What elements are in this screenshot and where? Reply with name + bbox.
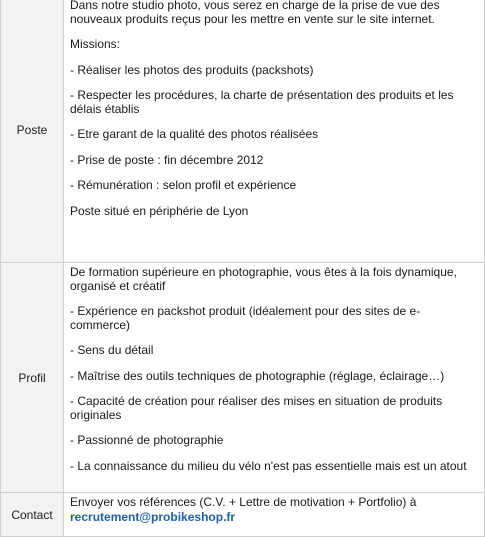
profil-item: - La connaissance du milieu du vélo n'est pas essentielle mais est un atout: [70, 458, 467, 473]
mission-item: - Rémunération : selon profil et expérience: [70, 178, 297, 192]
profil-label: Profil: [1, 263, 64, 493]
row-profil: [1, 263, 485, 493]
contact-email-link[interactable]: recrutement@probikeshop.fr: [70, 509, 236, 524]
mission-item: - Respecter les procédures, la charte de présentation des produits et les délais établis: [70, 88, 454, 116]
row-contact: [1, 493, 485, 537]
profil-item: - Passionné de photographie: [70, 433, 224, 447]
poste-location: Poste situé en périphérie de Lyon: [70, 203, 249, 218]
profil-content: [64, 263, 485, 493]
contact-content: [64, 493, 485, 537]
profil-item: - Capacité de création pour réaliser des mises en situation de produits originales: [70, 394, 443, 422]
poste-content: [64, 0, 485, 263]
row-poste: [1, 0, 485, 263]
contact-label: Contact: [1, 493, 64, 537]
profil-item: - Maîtrise des outils techniques de photographie (réglage, éclairage…): [70, 368, 445, 383]
poste-label: Poste: [1, 0, 64, 263]
missions-heading: Missions:: [70, 37, 121, 51]
mission-item: - Prise de poste : fin décembre 2012: [70, 152, 264, 167]
profil-item: - Expérience en packshot produit (idéalement pour des sites de e-commerce): [70, 304, 421, 332]
mission-item: - Etre garant de la qualité des photos réalisées: [70, 127, 319, 141]
contact-text: Envoyer vos références (C.V. + Lettre de motivation + Portfolio) à: [70, 495, 417, 509]
profil-item: - Sens du détail: [70, 343, 154, 357]
poste-paragraph: Dans notre studio photo, vous serez en charge de la prise de vue des nouveaux produits reçus pour les mettre en vente sur le site internet.: [70, 0, 440, 26]
profil-intro: De formation supérieure en photographie, vous êtes à la fois dynamique, organisé et créatif: [70, 265, 457, 293]
mission-item: - Réaliser les photos des produits (packshots): [70, 62, 314, 77]
